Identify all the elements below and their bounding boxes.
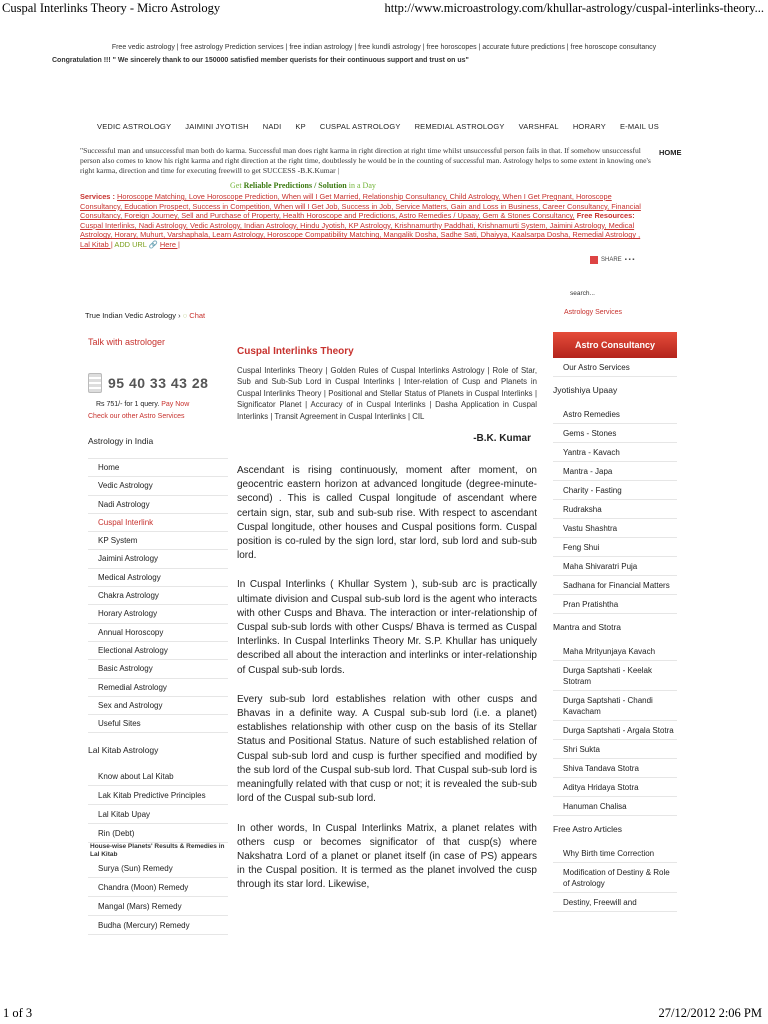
phone-icon	[88, 373, 102, 393]
phone-number: 95 40 33 43 28	[108, 375, 209, 391]
menu-item-home[interactable]: Home	[88, 459, 228, 477]
mantra-item[interactable]: Shri Sukta	[553, 740, 677, 759]
print-datetime: 27/12/2012 2:06 PM	[658, 1006, 762, 1020]
reliable-predictions-line	[230, 181, 376, 190]
upaay-item[interactable]: Feng Shui	[553, 538, 677, 557]
mantra-list	[553, 642, 677, 816]
menu-item-vedic[interactable]: Vedic Astrology	[88, 477, 228, 495]
phone-row	[88, 373, 228, 393]
mantra-heading: Mantra and Stotra	[553, 622, 622, 632]
nav-remedial-astrology[interactable]: REMEDIAL ASTROLOGY	[414, 122, 505, 131]
article-link[interactable]: Why Birth time Correction	[553, 844, 677, 863]
check-services-link[interactable]: Check our other Astro Services	[88, 413, 185, 420]
menu-item-sex[interactable]: Sex and Astrology	[88, 697, 228, 715]
menu-item-horary[interactable]: Horary Astrology	[88, 605, 228, 623]
quote-text: "Successful man and unsuccessful man both do karma. Successful man does right karma in right direction at right time whilst unsuccessful person fails in that. If somehow unsuccessful person also comes to know his right karma and right direction at the right time, doubtlessly he would be in the counting of successful man. Astrology helps to some extent in knowing one's right karma, direction and time for executing freewill to get SUCCESS -B.K.Kumar |	[80, 146, 651, 175]
share-label: SHARE	[601, 257, 622, 263]
upaay-item[interactable]: Pran Pratishtha	[553, 595, 677, 614]
upaay-item[interactable]: Astro Remedies	[553, 405, 677, 424]
get-bold: Reliable Predictions / Solution	[243, 181, 347, 190]
right-sidebar	[553, 332, 677, 912]
chat-link[interactable]: Chat	[189, 311, 206, 320]
here-link[interactable]: Here |	[159, 239, 180, 249]
menu-item-nadi[interactable]: Nadi Astrology	[88, 496, 228, 514]
house-wise-heading: House-wise Planets' Results & Remedies in Lal Kitab	[90, 843, 225, 859]
link-icon: 🔗	[148, 239, 158, 249]
left-sidebar	[88, 337, 228, 935]
upaay-item[interactable]: Sadhana for Financial Matters	[553, 576, 677, 595]
true-indian-text: True Indian Vedic Astrology	[85, 311, 177, 320]
lal-kitab-menu	[88, 767, 228, 843]
article-author: -B.K. Kumar	[473, 433, 531, 445]
upaay-item[interactable]: Rudraksha	[553, 500, 677, 519]
share-widget[interactable]	[590, 256, 634, 264]
menu-item-kp[interactable]: KP System	[88, 532, 228, 550]
social-icons: ▪ ▪ ▪	[624, 257, 635, 263]
print-title: Cuspal Interlinks Theory - Micro Astrology	[2, 1, 221, 15]
article-paragraph: Ascendant is rising continuously, moment after moment, on geocentric eastern horizon at advanced longitude (degree-minute-second) . This is called Cuspal longitude of ascendant where certain sign, star, sub and sub-sub rise. With respect to ascendant Cuspal longitude, other houses and Cuspal positions form. Cuspal position is co-ruled by the sign lord, star lord, sub lord and sub-sub lord.	[237, 465, 537, 562]
remedy-menu	[88, 859, 228, 935]
nav-cuspal-astrology[interactable]: CUSPAL ASTROLOGY	[319, 122, 401, 131]
nav-nadi[interactable]: NADI	[262, 122, 282, 131]
get-pre: Get	[230, 181, 242, 190]
article-paragraph: Every sub-sub lord establishes relation with other cusps and Bhavas in a definite way. A Cuspal sub-sub lord (i.e. a planet) establishes relationship with other cusp on the basis of its Stellar Status and Positional Status. Nature of such established relation of Cuspal sub-sub lord and cusp is further specified and modified by the sub lord of the Cuspal sub-sub lord. That Cuspal sub-sub lord is meaningfully related with that cusp or not; it is revealed the sub-sub lord of the Cuspal sub-sub lord.	[237, 693, 537, 805]
services-links[interactable]: Horoscope Matching, Love Horoscope Prediction, When will I Get Married, Relationship Consultancy, Child Astrology, When I Get Pregnant, Horoscope Consultancy, Education Prospect, Success in Competition, When will I Get Job, Success in Job, Service Matters, Gain and Loss in Business, Career Consultancy, Financial Consultancy, Foreign Journey, Sell and Purchase of Property, Health Horoscope and Predictions, Astro Remedies / Upaay, Gem & Stones Consultancy,	[80, 192, 641, 221]
nav-horary[interactable]: HORARY	[572, 122, 606, 131]
main-nav	[97, 122, 687, 131]
menu-item-remedial[interactable]: Remedial Astrology	[88, 679, 228, 697]
search-input[interactable]: search...	[570, 290, 595, 297]
add-url-link[interactable]: ADD URL	[114, 239, 147, 249]
services-label: Services :	[80, 192, 115, 201]
nav-varshfal[interactable]: VARSHFAL	[518, 122, 559, 131]
upaay-item[interactable]: Gems - Stones	[553, 424, 677, 443]
true-indian-bar	[85, 311, 205, 320]
upaay-item[interactable]: Mantra - Japa	[553, 462, 677, 481]
article	[237, 346, 537, 893]
upaay-item[interactable]: Yantra - Kavach	[553, 443, 677, 462]
article-paragraph: In other words, In Cuspal Interlinks Matrix, a planet relates with others cusp or becomes significator of that cusp(s) where Nakshatra Lord of a planet or planet itself (in case of PS) appears in the Cuspal position. It is termed as the planet involved the cusp through its star lord. Likewise,	[237, 822, 537, 891]
lal-item-rin[interactable]: Rin (Debt)	[88, 824, 228, 843]
article-link[interactable]: Modification of Destiny & Role of Astrology	[553, 863, 677, 893]
article-paragraph: In Cuspal Interlinks ( Khullar System ), sub-sub arc is practically ultimate division and Cuspal sub-sub lord is the agent who interacts with other Cusps and Bhava. The interaction or inter-relationship of Cuspal sub-sub lords with other Cusps/ Bhava is termed as Cuspal Interlinks. In Cuspal Interlinks Theory Mr. S.P. Khullar has uniquely described all about the interaction and interlinks or inter-relationship of Cuspal sub-sub lords.	[237, 579, 537, 676]
nav-jaimini-jyotish[interactable]: JAIMINI JYOTISH	[185, 122, 249, 131]
astrology-in-india-heading: Astrology in India	[88, 436, 154, 446]
chevron-right-icon: ›	[178, 311, 181, 320]
upaay-item[interactable]: Maha Shivaratri Puja	[553, 557, 677, 576]
price-line	[88, 401, 228, 408]
mantra-item[interactable]: Durga Saptshati - Keelak Stotram	[553, 661, 677, 691]
print-header	[0, 0, 768, 20]
article-topics: Cuspal Interlinks Theory | Golden Rules of Cuspal Interlinks Astrology | Role of Star, Sub and Sub-Sub Lord in Cuspal Interlinks | Inter-relation of Cusp and Planets in Cuspal Interlinks Theory | Positional and Stellar Status of Planets in Cuspal Interlinks | Significator Planet | Accuracy of in Cuspal Interlinks | Dasha Application in Cuspal Interlinks | Transit Agreement in Cuspal Interlinks | CIL	[237, 366, 537, 421]
mantra-item[interactable]: Hanuman Chalisa	[553, 797, 677, 816]
share-icon	[590, 256, 598, 264]
mantra-item[interactable]: Aditya Hridaya Stotra	[553, 778, 677, 797]
mantra-item[interactable]: Durga Saptshati - Argala Stotra	[553, 721, 677, 740]
services-block	[80, 192, 648, 250]
page-number: 1 of 3	[3, 1006, 33, 1020]
home-link[interactable]: HOME	[659, 148, 682, 157]
pay-now-link[interactable]: Pay Now	[161, 401, 190, 408]
menu-item-useful-sites[interactable]: Useful Sites	[88, 715, 228, 733]
menu-item-jaimini[interactable]: Jaimini Astrology	[88, 550, 228, 568]
talk-with-astrologer[interactable]: Talk with astrologer	[88, 337, 166, 347]
menu-item-basic[interactable]: Basic Astrology	[88, 660, 228, 678]
congratulation-text: Congratulation !!! " We sincerely thank to our 150000 satisfied member querists for their continuous support and trust on us"	[52, 57, 469, 64]
lal-item-predictive[interactable]: Lak Kitab Predictive Principles	[88, 786, 228, 805]
print-footer	[0, 1004, 768, 1024]
upaay-heading: Jyotishiya Upaay	[553, 385, 618, 395]
mantra-item[interactable]: Shiva Tandava Stotra	[553, 759, 677, 778]
free-resources-links[interactable]: Cuspal Interlinks, Nadi Astrology, Vedic Astrology, Indian Astrology, Hindu Jyotish, KP Astrology, Krishnamurthy Paddhati, Krishnamurti System, Jaimini Astrology, Medical Astrology, Horary, Muhurt, Varshaphala, Learn Astrology, Horoscope Compatibility Matching, Mangalik Dosha, Sadhe Sati, Dhaiyya, Kaalsarpa Dosha, Remedial Astrology , Lal Kitab |	[80, 220, 641, 249]
nav-vedic-astrology[interactable]: VEDIC ASTROLOGY	[97, 122, 172, 131]
article-link[interactable]: Destiny, Freewill and	[553, 893, 677, 912]
articles-heading: Free Astro Articles	[553, 824, 622, 834]
lal-item-know[interactable]: Know about Lal Kitab	[88, 767, 228, 786]
nav-kp[interactable]: KP	[295, 122, 306, 131]
nav-email-us[interactable]: E-MAIL US	[619, 122, 659, 131]
lal-kitab-heading: Lal Kitab Astrology	[88, 745, 159, 756]
astrology-menu	[88, 458, 228, 733]
chat-bubble-icon: ◌	[182, 311, 188, 320]
upaay-list	[553, 405, 677, 614]
get-post: in a Day	[348, 181, 376, 190]
remedy-mars[interactable]: Mangal (Mars) Remedy	[88, 897, 228, 916]
mantra-item[interactable]: Durga Saptshati - Chandi Kavacham	[553, 691, 677, 721]
menu-item-cuspal[interactable]: Cuspal Interlink	[88, 514, 228, 532]
article-heading: Cuspal Interlinks Theory	[237, 346, 354, 357]
free-resources-label: Free Resources:	[576, 211, 635, 221]
menu-item-chakra[interactable]: Chakra Astrology	[88, 587, 228, 605]
menu-item-electional[interactable]: Electional Astrology	[88, 642, 228, 660]
remedy-mercury[interactable]: Budha (Mercury) Remedy	[88, 916, 228, 935]
print-url: http://www.microastrology.com/khullar-astrology/cuspal-interlinks-theory...	[384, 1, 764, 15]
remedy-sun[interactable]: Surya (Sun) Remedy	[88, 859, 228, 878]
astro-consultancy-banner[interactable]: Astro Consultancy	[553, 332, 677, 358]
mantra-item[interactable]: Maha Mrityunjaya Kavach	[553, 642, 677, 661]
lal-item-upay[interactable]: Lal Kitab Upay	[88, 805, 228, 824]
our-astro-services-link[interactable]: Our Astro Services	[553, 358, 677, 377]
price-text: Rs 751/- for 1 query.	[96, 401, 160, 408]
our-services-list	[553, 358, 677, 377]
top-links[interactable]: Free vedic astrology | free astrology Prediction services | free indian astrology | free kundli astrology | free horoscopes | accurate future predictions | free horoscope consultancy	[111, 44, 657, 51]
menu-item-annual[interactable]: Annual Horoscopy	[88, 624, 228, 642]
upaay-item[interactable]: Vastu Shashtra	[553, 519, 677, 538]
articles-list	[553, 844, 677, 912]
astrology-services-link[interactable]: Astrology Services	[564, 309, 622, 316]
remedy-moon[interactable]: Chandra (Moon) Remedy	[88, 878, 228, 897]
upaay-item[interactable]: Charity - Fasting	[553, 481, 677, 500]
menu-item-medical[interactable]: Medical Astrology	[88, 569, 228, 587]
